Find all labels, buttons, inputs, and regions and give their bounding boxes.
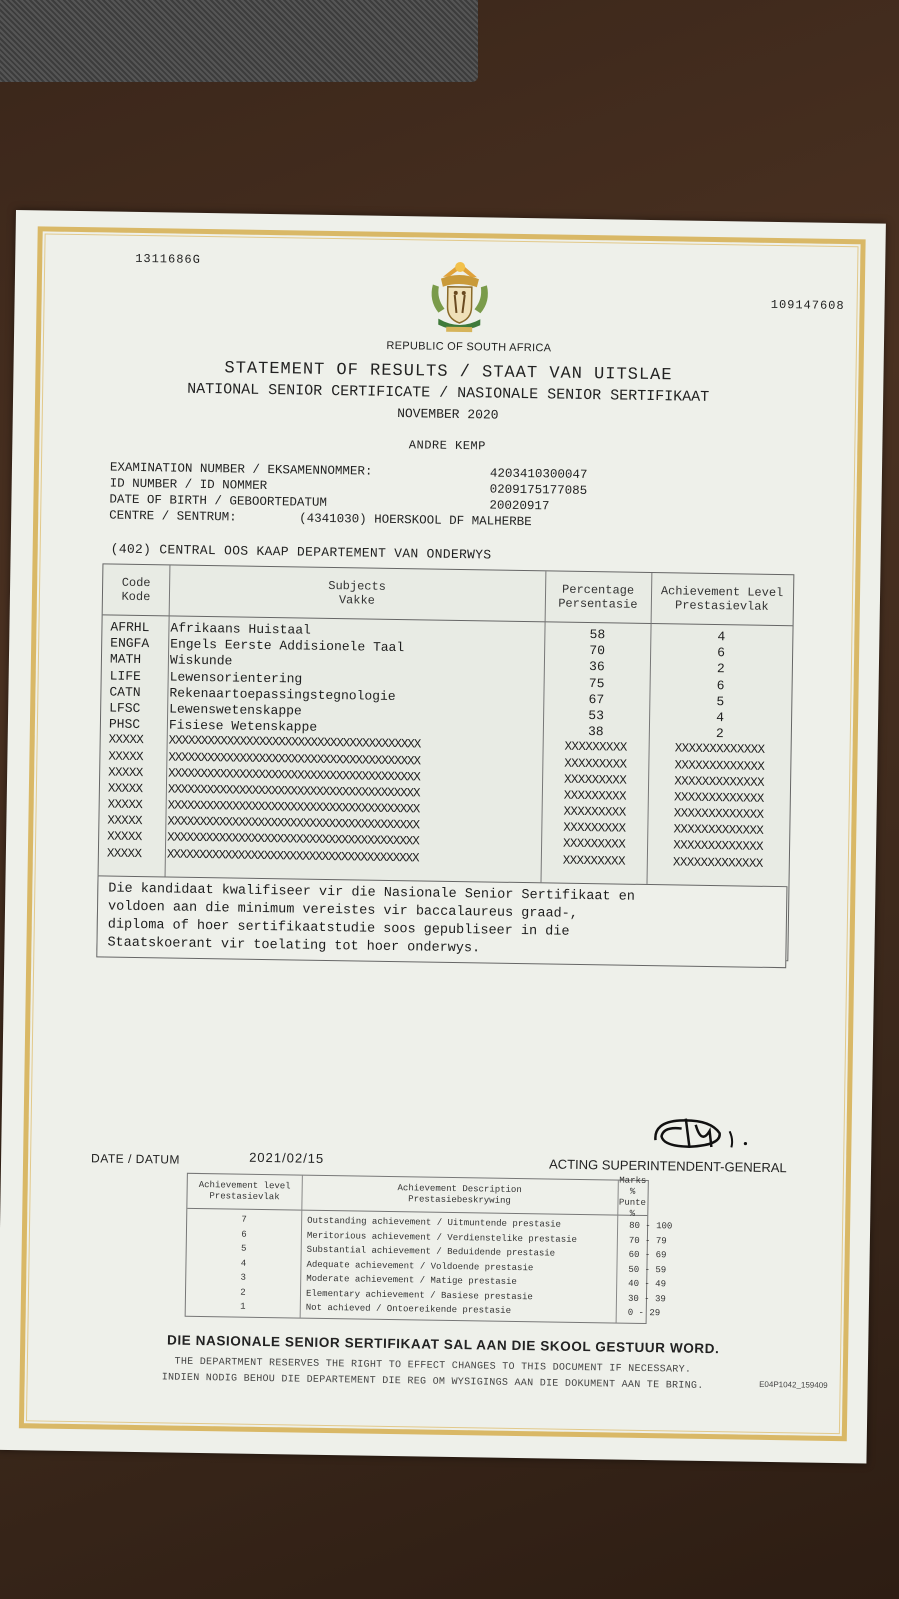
filler-code: XXXXX	[106, 846, 142, 861]
exam-session: NOVEMBER 2020	[397, 406, 499, 423]
scale-description-header-af: Prestasiebeskrywing	[408, 1194, 511, 1206]
disclaimer-afrikaans: INDIEN NODIG BEHOU DIE DEPARTEMENT DIE REG OM WYSIGINGS AAN DIE DOKUMENT AAN TE BRING.	[161, 1372, 704, 1392]
filler-percentage: XXXXXXXXX	[562, 837, 626, 853]
filler-code: XXXXX	[108, 749, 144, 764]
filler-rows	[99, 733, 791, 873]
exam-number-value: 4203410300047	[489, 466, 588, 483]
candidate-name: ANDRE KEMP	[408, 438, 486, 454]
filler-subject: XXXXXXXXXXXXXXXXXXXXXXXXXXXXXXXXXXXXXXX	[168, 733, 421, 752]
scale-description: Outstanding achievement / Uitmuntende prestasie	[307, 1215, 562, 1230]
subject-level: 6	[716, 677, 725, 693]
subject-level: 2	[715, 726, 724, 742]
subject-level: 4	[716, 709, 725, 726]
filler-code: XXXXX	[108, 732, 144, 748]
filler-subject: XXXXXXXXXXXXXXXXXXXXXXXXXXXXXXXXXXXXXXX	[167, 830, 419, 849]
exam-number-label: EXAMINATION NUMBER / EKSAMENNOMMER:	[109, 460, 373, 479]
results-certificate	[0, 210, 886, 1464]
filler-subject: XXXXXXXXXXXXXXXXXXXXXXXXXXXXXXXXXXXXXXX	[167, 782, 420, 801]
scale-marks-header	[617, 1175, 648, 1219]
filler-level: XXXXXXXXXXXXX	[673, 806, 764, 822]
scale-marks: 40 - 49	[628, 1278, 667, 1290]
subject-name: Fisiese Wetenskappe	[168, 717, 318, 735]
statement-line: Die kandidaat kwalifiseer vir die Nasionale Senior Sertifikaat en	[108, 881, 635, 905]
filler-level: XXXXXXXXXXXXX	[673, 790, 764, 806]
filler-level: XXXXXXXXXXXXX	[673, 822, 764, 839]
scale-level: 1	[240, 1301, 246, 1312]
filler-subject: XXXXXXXXXXXXXXXXXXXXXXXXXXXXXXXXXXXXXXX	[167, 798, 420, 817]
scale-rows	[186, 1214, 673, 1323]
filler-level: XXXXXXXXXXXXX	[674, 757, 765, 774]
subjects-header-en: Subjects	[328, 578, 387, 594]
scale-level-header-af: Prestasievlak	[209, 1191, 280, 1203]
disclaimer-english: THE DEPARTMENT RESERVES THE RIGHT TO EFFECT CHANGES TO THIS DOCUMENT IF NECESSARY.	[174, 1356, 692, 1376]
subject-name: Lewenswetenskappe	[169, 701, 302, 719]
scale-description-header-en: Achievement Description	[397, 1183, 522, 1196]
id-number-value: 0209175177085	[489, 482, 588, 499]
reference-number-right: 109147608	[770, 297, 845, 314]
scale-marks-header-af: Punte %	[618, 1197, 647, 1219]
woven-placemat	[0, 0, 478, 82]
filler-percentage: XXXXXXXXX	[563, 772, 627, 788]
statement-line: Staatskoerant vir toelating tot hoer onderwys.	[107, 935, 481, 957]
subject-code: MATH	[109, 651, 142, 668]
subject-percentage: 67	[588, 691, 605, 708]
document-subtitle: NATIONAL SENIOR CERTIFICATE / NASIONALE SENIOR SERTIFIKAAT	[187, 380, 710, 406]
scale-marks-header-en: Marks %	[619, 1175, 647, 1197]
filler-code: XXXXX	[107, 797, 143, 813]
subject-percentage: 75	[588, 675, 605, 691]
results-table-header	[103, 564, 794, 626]
scale-level: 3	[240, 1272, 247, 1283]
filler-percentage: XXXXXXXXX	[562, 853, 626, 869]
coat-of-arms-icon	[424, 256, 495, 337]
date-value: 2021/02/15	[249, 1149, 325, 1166]
results-rows	[99, 619, 793, 873]
filler-percentage: XXXXXXXXX	[563, 788, 627, 804]
subject-percentage: 36	[588, 659, 605, 675]
subjects-header-af: Vakke	[338, 593, 376, 608]
scale-level: 6	[241, 1229, 247, 1240]
subject-level: 5	[716, 693, 725, 709]
filler-percentage: XXXXXXXXX	[563, 804, 626, 820]
candidate-details	[109, 460, 588, 530]
subject-code: PHSC	[108, 716, 141, 733]
subject-name: Rekenaartoepassingstegnologie	[169, 685, 396, 704]
scale-marks: 30 - 39	[627, 1293, 666, 1304]
filler-subject: XXXXXXXXXXXXXXXXXXXXXXXXXXXXXXXXXXXXXXX	[167, 814, 420, 833]
subject-percentage: 70	[589, 643, 606, 659]
filler-code: XXXXX	[107, 829, 142, 845]
scale-marks: 0 - 29	[627, 1307, 661, 1319]
filler-percentage: XXXXXXXXX	[564, 739, 627, 755]
subject-percentage: 58	[589, 627, 606, 643]
percentage-header-en: Percentage	[561, 582, 635, 598]
date-label: DATE / DATUM	[91, 1151, 181, 1167]
filler-subject: XXXXXXXXXXXXXXXXXXXXXXXXXXXXXXXXXXXXXXX	[168, 766, 420, 785]
district-name: (402) CENTRAL OOS KAAP DEPARTEMENT VAN ONDERWYS	[110, 541, 492, 563]
scale-marks: 60 - 69	[628, 1249, 667, 1261]
scale-marks: 50 - 59	[628, 1264, 667, 1275]
filler-code: XXXXX	[107, 813, 143, 829]
subject-code: CATN	[109, 684, 141, 700]
scale-description: Not achieved / Ontoereikende prestasie	[305, 1302, 512, 1316]
scale-description-header	[301, 1176, 617, 1215]
achievement-header-en: Achievement Level	[660, 584, 784, 601]
subject-level: 2	[716, 661, 725, 677]
subject-code: AFRHL	[110, 619, 150, 636]
delivery-notice: DIE NASIONALE SENIOR SERTIFIKAAT SAL AAN DIE SKOOL GESTUUR WORD.	[166, 1332, 720, 1357]
filler-level: XXXXXXXXXXXXX	[672, 855, 763, 871]
filler-code: XXXXX	[108, 765, 143, 780]
scale-level: 2	[240, 1287, 246, 1298]
scale-level: 7	[241, 1214, 247, 1225]
scale-marks: 80 - 100	[629, 1220, 673, 1232]
subject-code: LFSC	[109, 700, 141, 716]
achievement-header	[651, 573, 794, 625]
statement-line: diploma of hoer sertifikaatstudie soos gepubliseer in die	[107, 917, 570, 940]
signature-icon	[649, 1110, 760, 1154]
issuer-name: REPUBLIC OF SOUTH AFRICA	[386, 339, 552, 355]
filler-subject: XXXXXXXXXXXXXXXXXXXXXXXXXXXXXXXXXXXXXXX	[166, 847, 419, 866]
subject-percentage: 53	[588, 707, 605, 724]
filler-percentage: XXXXXXXXX	[563, 820, 626, 836]
achievement-header-af: Prestasievlak	[674, 598, 769, 614]
scale-level-header	[187, 1174, 302, 1210]
scale-level: 5	[240, 1243, 247, 1254]
qualification-statement	[96, 875, 787, 968]
scale-description: Moderate achievement / Matige prestasie	[306, 1273, 517, 1287]
centre-label: CENTRE / SENTRUM:	[109, 508, 237, 525]
scale-level: 4	[240, 1258, 247, 1269]
subject-level: 4	[717, 629, 726, 645]
scale-description: Elementary achievement / Basiese prestasie	[305, 1288, 533, 1302]
document-title: STATEMENT OF RESULTS / STAAT VAN UITSLAE	[224, 359, 673, 386]
subject-name: Wiskunde	[169, 652, 233, 669]
subject-name: Engels Eerste Addisionele Taal	[170, 636, 405, 656]
centre-value: (4341030) HOERSKOOL DF MALHERBE	[299, 511, 532, 530]
filler-subject: XXXXXXXXXXXXXXXXXXXXXXXXXXXXXXXXXXXXXXX	[168, 749, 421, 768]
scale-description: Adequate achievement / Voldoende prestasie	[306, 1259, 534, 1273]
subject-level: 6	[717, 645, 726, 661]
signatory-title: ACTING SUPERINTENDENT-GENERAL	[548, 1156, 787, 1176]
scale-description: Substantial achievement / Beduidende prestasie	[306, 1244, 556, 1259]
dob-value: 20020917	[489, 498, 550, 514]
id-number-label: ID NUMBER / ID NOMMER	[109, 476, 268, 493]
subject-code: LIFE	[109, 668, 142, 684]
reference-number-left: 1311686G	[135, 251, 201, 267]
filler-level: XXXXXXXXXXXXX	[674, 774, 765, 790]
subject-name: Afrikaans Huistaal	[170, 620, 311, 638]
statement-line: voldoen aan die minimum vereistes vir baccalaureus graad-,	[107, 899, 579, 922]
filler-level: XXXXXXXXXXXXX	[674, 741, 765, 758]
scale-description: Meritorious achievement / Verdienstelike prestasie	[306, 1230, 578, 1245]
scale-table-header	[187, 1174, 647, 1219]
form-code: E04P1042_159409	[759, 1379, 828, 1390]
subject-percentage: 38	[587, 724, 604, 740]
achievement-scale-table	[185, 1173, 673, 1324]
filler-level: XXXXXXXXXXXXX	[673, 838, 764, 855]
code-header-af: Kode	[121, 589, 151, 605]
code-header	[103, 564, 170, 615]
filler-percentage: XXXXXXXXX	[564, 756, 627, 772]
percentage-header-af: Persentasie	[558, 596, 638, 612]
code-header-en: Code	[121, 575, 151, 591]
subject-code: ENGFA	[110, 635, 150, 652]
subject-name: Lewensorientering	[169, 669, 303, 687]
subjects-header	[169, 565, 546, 621]
filler-code: XXXXX	[107, 781, 143, 796]
dob-label: DATE OF BIRTH / GEBOORTEDATUM	[109, 492, 328, 510]
scale-marks: 70 - 79	[628, 1235, 667, 1246]
percentage-header	[545, 571, 652, 623]
scale-level-header-en: Achievement level	[198, 1179, 291, 1192]
